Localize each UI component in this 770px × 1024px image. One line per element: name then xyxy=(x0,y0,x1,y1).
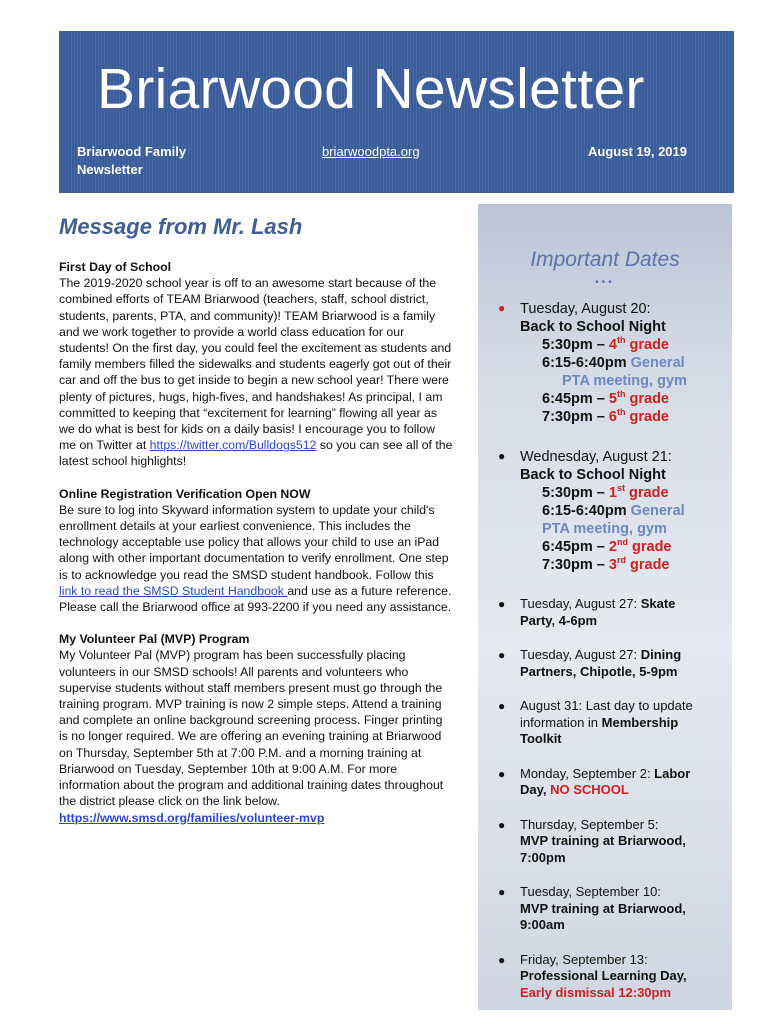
article-title: My Volunteer Pal (MVP) Program xyxy=(59,632,250,647)
bullet-icon: ● xyxy=(498,301,506,315)
important-dates-sidebar xyxy=(478,204,732,1010)
list-item: ● Monday, September 2: Labor Day, NO SCHOOL xyxy=(498,765,691,797)
list-item: ● Friday, September 13: Professional Learning Day, Early dismissal 12:30pm xyxy=(498,951,687,1000)
dates-list xyxy=(478,300,732,1001)
list-item: ● August 31: Last day to update information in Membership Toolkit xyxy=(498,698,693,746)
mvp-link[interactable]: https://www.smsd.org/families/volunteer-mvp xyxy=(59,810,325,825)
handbook-link[interactable]: link to read the SMSD Student Handbook xyxy=(59,583,288,598)
list-item: ● Tuesday, August 27: Skate Party, 4-6pm xyxy=(498,596,676,628)
dots-divider: ••• xyxy=(595,277,615,288)
bullet-icon: ● xyxy=(498,648,506,662)
newsletter-date: August 19, 2019 xyxy=(588,144,687,159)
section-heading: Message from Mr. Lash xyxy=(59,214,303,239)
bullet-icon: ● xyxy=(498,597,506,611)
list-item: ● Tuesday, August 27: Dining Partners, Chipotle, 5-9pm xyxy=(498,647,682,679)
sidebar-title: Important Dates xyxy=(530,248,680,271)
bullet-icon: ● xyxy=(498,699,506,713)
newsletter-title: Briarwood Newsletter xyxy=(97,57,645,121)
article-body: The 2019-2020 school year is off to an awesome start because of the combined efforts of TEAM Briarwood (teachers, staff, school district, students, parents, PTA, and community)! TEAM Briarwood is a family and we work together to provide a world class education for our students! On the first day, you could feel the excitement as students and family members filled the sidewalks and students eagerly got out of their car and off the bus to get inside to begin a new school year! There were plenty of pictures, hugs, high-fives, and handshakes! As principal, I am committed to keeping that “excitement for learning” flowing all year as we do what is best for kids on a daily basis! I encourage you to follow me on Twitter at https://twitter.com/Bulldogs512 so you can see all of the latest school highlights! xyxy=(59,276,453,469)
article-first-day xyxy=(59,259,454,470)
twitter-link[interactable]: https://twitter.com/Bulldogs512 xyxy=(149,438,317,453)
article-registration xyxy=(59,486,454,616)
article-body: My Volunteer Pal (MVP) program has been successfully placing volunteers in our SMSD schools! All parents and volunteers who supervise students without staff members present must go through the training program. MVP training is now 2 simple steps. Attend a training and complete an online background screening process. Finger printing is no longer required. We are offering an evening training at Briarwood on Thursday, September 5th at 7:00 P.M. and a morning training at Briarwood on Tuesday, September 10th at 9:00 A.M. For more information about the program and additional training dates throughout the district please click on the link below. xyxy=(59,648,444,809)
list-item: ● Tuesday, August 20: Back to School Night 5:30pm – 4th grade 6:15-6:40pm General PTA meeting, gym 6:45pm – 5th grade 7:30pm – 6th grade xyxy=(498,301,687,425)
newsletter-subtitle: Briarwood Family Newsletter xyxy=(77,144,187,177)
article-mvp xyxy=(59,631,454,825)
header-banner xyxy=(59,31,734,193)
article-title: First Day of School xyxy=(59,260,172,274)
website-link[interactable]: briarwoodpta.org xyxy=(322,144,420,159)
list-item: ● Thursday, September 5: MVP training at Briarwood, 7:00pm xyxy=(498,816,686,865)
bullet-icon: ● xyxy=(498,885,506,899)
bullet-icon: ● xyxy=(498,817,506,832)
bullet-icon: ● xyxy=(498,449,506,463)
article-title: Online Registration Verification Open NOW xyxy=(59,486,311,501)
main-column xyxy=(59,211,454,842)
article-body: Be sure to log into Skyward information system to update your child's enrollment details at your earliest convenience. This includes the technology acceptable use policy that allows your child to use an iPad along with other important documentation to verify enrollment. One step is to acknowledge you read the SMSD student handbook. Follow this link to read the SMSD Student Handbook and use as a future reference. Please call the Briarwood office at 993-2200 if you need any assistance. xyxy=(59,502,452,615)
bullet-icon: ● xyxy=(498,952,506,967)
list-item: ● Tuesday, September 10: MVP training at Briarwood, 9:00am xyxy=(498,884,686,932)
list-item: ● Wednesday, August 21: Back to School Night 5:30pm – 1st grade 6:15-6:40pm General PTA meeting, gym 6:45pm – 2nd grade 7:30pm – 3rd grade xyxy=(498,449,685,573)
bullet-icon: ● xyxy=(498,766,506,781)
